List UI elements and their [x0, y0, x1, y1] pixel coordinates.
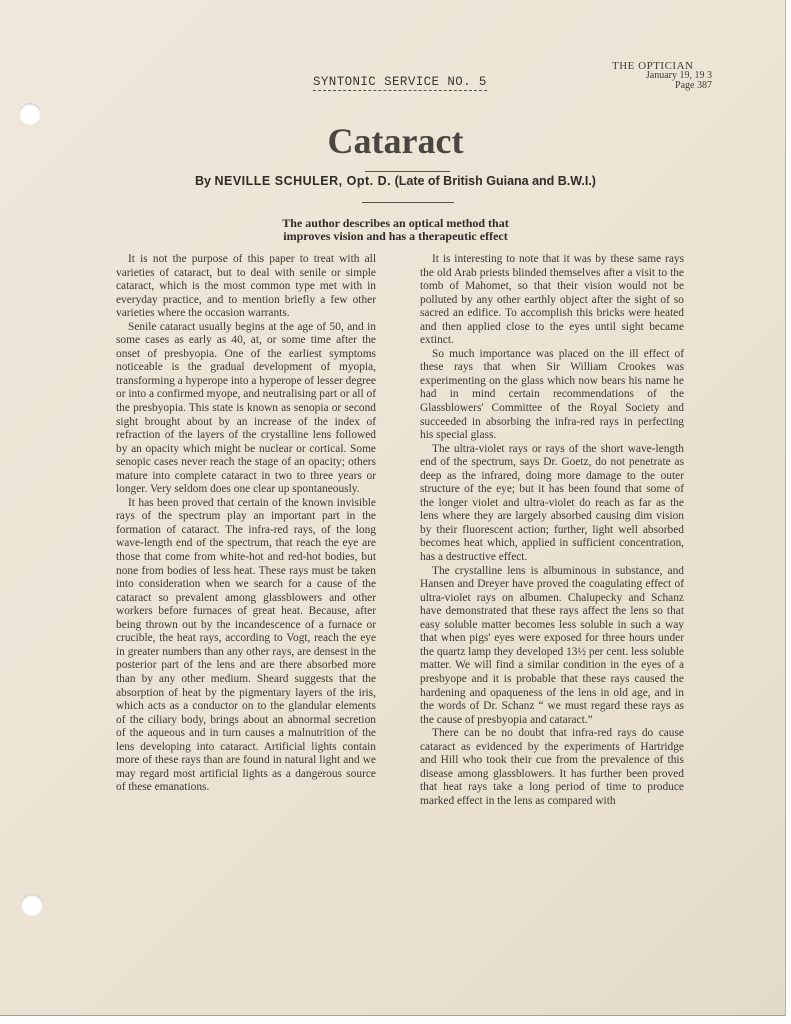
- standfirst-line-1: The author describes an optical method that: [282, 216, 509, 230]
- right-column: [420, 253, 684, 808]
- paragraph: It is interesting to note that it was by these same rays the old Arab priests blinded themselves after a visit to the tomb of Mahomet, so that their vision would not be polluted by any other earthly object after the sight of so sacred an edifice. To accomplish this bricks were heated and then applied close to the eyes until sight became extinct.: [420, 253, 684, 347]
- paragraph: It has been proved that certain of the known invisible rays of the spectrum play an important part in the formation of cataract. The infra-red rays, of the long wave-length end of the spectrum, that reach the eye are those that come from white-hot and red-hot bodies, but none from bodies of less heat. These rays must be taken into consideration when we search for a cause of the cataract so prevalent among glassblowers and other workers before furnaces of great heat. Because, after being thrown out by the incandescence of a furnace or crucible, the heat rays, according to Vogt, reach the eye in greater numbers than any other rays, are densest in the posterior part of the lens and are there absorbed more than by any other medium. Sheard suggests that the absorption of heat by the pigmentary layers of the iris, which acts as a conductor on to the glandular elements of the ciliary body, brings about an abnormal secretion of the aqueous and in turn causes a malnutrition of the lens developing into cataract. Artificial lights contain more of these rays than are found in natural light and we may regard most artificial lights as a dangerous source of these emanations.: [116, 496, 376, 794]
- article-title: Cataract: [327, 121, 464, 161]
- paragraph: The ultra-violet rays or rays of the short wave-length end of the spectrum, says Dr. Goetz, do not penetrate as deep as the infrared, doing more damage to the outer structure of the eye; but it has been found that some of the longer violet and ultra-violet do reach as far as the lens where they are largely absorbed causing dim vision by their fluorescent action; further, light well absorbed becomes heat which, applied in sufficient concentration, has a destructive effect.: [420, 442, 684, 564]
- page-number: Page 387: [675, 80, 712, 91]
- byline-prefix: By: [195, 174, 211, 188]
- punch-hole-bottom: [21, 894, 43, 916]
- byline-rule: [362, 202, 454, 203]
- title-rule: [365, 171, 450, 172]
- standfirst-line-2: improves vision and has a therapeutic effect: [283, 229, 508, 243]
- paragraph: Senile cataract usually begins at the age of 50, and in some cases as early as 40, at, or some time after the onset of presbyopia. One of the earliest symptoms noticeable is the gradual development of myopia, transforming a hyperope into a hyperope of lesser degree or into a confirmed myope, and neutralising part or all of the presbyopia. This state is known as senopia or second sight brought about by an increase of the index of refraction of the layers of the crystalline lens followed by an opacity which might be nuclear or cortical. Some senopic cases never reach the stage of an opacity; others mature into complete cataract in two to three years or longer. Very seldom does one clear up spontaneously.: [116, 320, 376, 496]
- issue-date: January 19, 19 3: [645, 70, 712, 81]
- series-heading: SYNTONIC SERVICE NO. 5: [313, 75, 487, 89]
- paragraph: The crystalline lens is albuminous in substance, and Hansen and Dreyer have proved the coagulating effect of ultra-violet rays on albumen. Chalupecky and Schanz have demonstrated that these rays affect the lens so that easy soluble matter becomes less soluble in such a way that when pigs' eyes were exposed for three hours under the quartz lamp they developed 13½ per cent. less soluble matter. We will find a similar condition in the eyes of a presbyope and it is probable that these rays caused the hardening and opaqueness of the lens in old age, and in the words of Dr. Schanz “ we must regard these rays as the cause of presbyopia and cataract.”: [420, 564, 684, 726]
- author-affiliation: (Late of British Guiana and B.W.I.): [394, 174, 596, 188]
- masthead: [602, 61, 712, 91]
- paragraph: There can be no doubt that infra-red rays do cause cataract as evidenced by the experiments of Hartridge and Hill who took their cue from the prevalence of this disease among glassblowers. It has further been proved that heat rays take a long period of time to produce marked effect in the lens as compared with: [420, 727, 684, 807]
- paragraph: It is not the purpose of this paper to treat with all varieties of cataract, but to deal with senile or simple cataract, which is the most common type met with in everyday practice, and to mention briefly a few other varieties where the occasion warrants.: [116, 253, 376, 320]
- paragraph: So much importance was placed on the ill effect of these rays that when Sir William Crookes was experimenting on the glass which now bears his name he had in mind certain recommendations of the Glassblowers' Committee of the Royal Society and succeeded in absorbing the infra-red rays in perfecting his special glass.: [420, 347, 684, 442]
- standfirst: [0, 217, 791, 243]
- author-name: NEVILLE SCHULER, Opt. D.: [214, 174, 392, 188]
- publication-name: THE OPTICIAN: [612, 60, 694, 72]
- byline: [0, 174, 791, 188]
- left-column: [116, 253, 376, 795]
